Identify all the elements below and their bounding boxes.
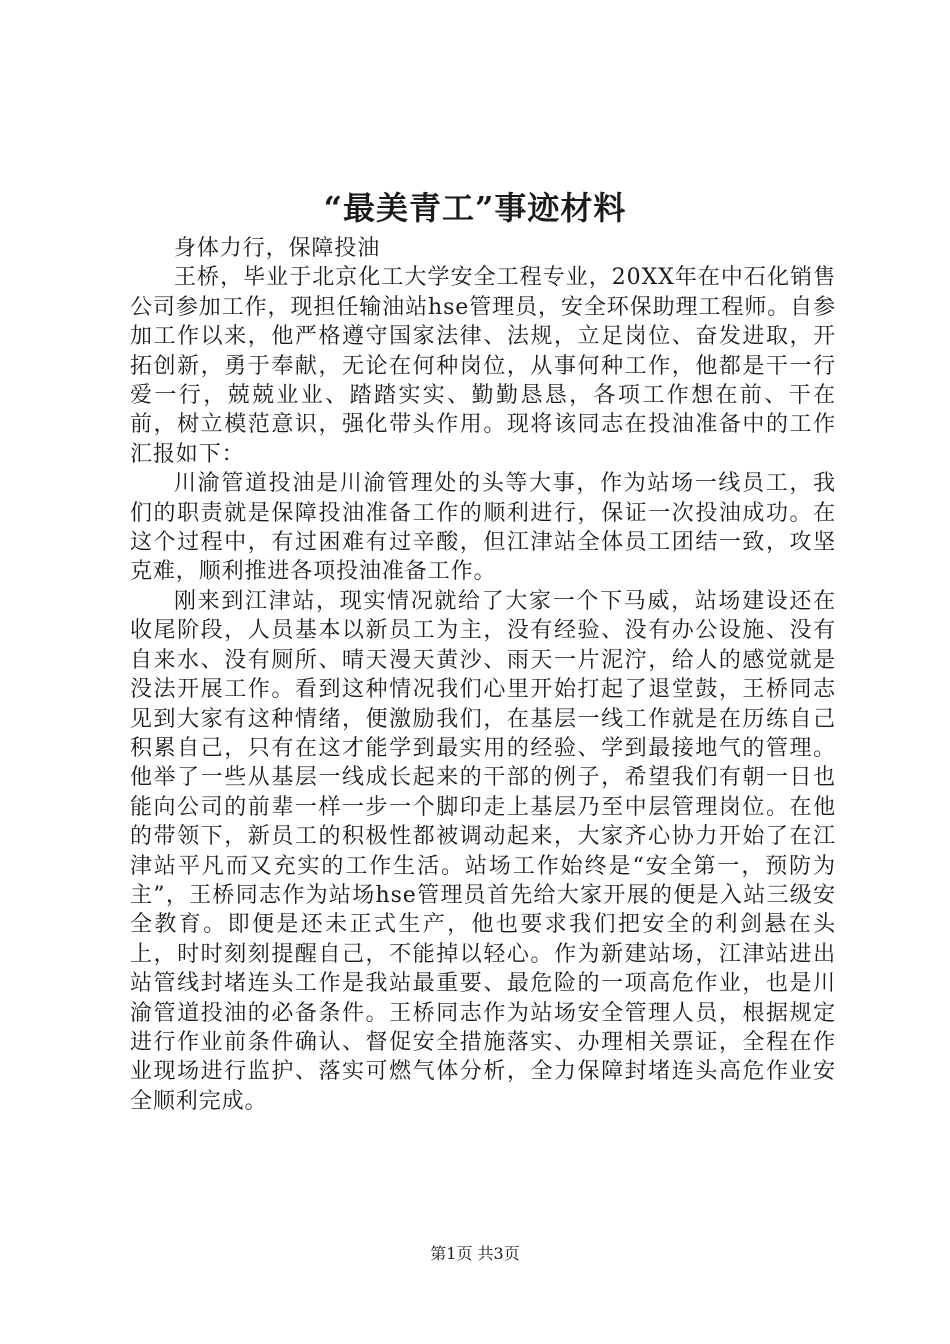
section-heading: 身体力行，保障投油 xyxy=(174,236,381,261)
paragraph: 刚来到江津站，现实情况就给了大家一个下马威，站场建设还在收尾阶段，人员基本以新员工为主，没有经验、没有办公设施、没有自来水、没有厕所、晴天漫天黄沙、雨天一片泥泞，给人的感觉就是没法开展工作。看到这种情况我们心里开始打起了退堂鼓，王桥同志见到大家有这种情绪，便激励我们，在基层一线工作就是在历练自己积累自己，只有在这才能学到最实用的经验、学到最接地气的管理。他举了一些从基层一线成长起来的干部的例子，希望我们有朝一日也能向公司的前辈一样一步一个脚印走上基层乃至中层管理岗位。在他的带领下，新员工的积极性都被调动起来，大家齐心协力开始了在江津站平凡而又充实的工作生活。站场工作始终是“安全第一，预防为主”，王桥同志作为站场hse管理员首先给大家开展的便是入站三级安全教育。即便是还未正式生产，他也要求我们把安全的利剑悬在头上，时时刻刻提醒自己，不能掉以轻心。作为新建站场，江津站进出站管线封堵连头工作是我站最重要、最危险的一项高危作业，也是川渝管道投油的必备条件。王桥同志作为站场安全管理人员，根据规定进行作业前条件确认、督促安全措施落实、办理相关票证，全程在作业现场进行监护、落实可燃气体分析，全力保障封堵连头高危作业安全顺利完成。 xyxy=(130,588,836,1114)
paragraph: 王桥，毕业于北京化工大学安全工程专业，20XX年在中石化销售公司参加工作，现担任输油站hse管理员，安全环保助理工程师。自参加工作以来，他严格遵守国家法律、法规，立足岗位、奋发进取，开拓创新，勇于奉献，无论在何种岗位，从事何种工作，他都是干一行爱一行，兢兢业业、踏踏实实、勤勤恳恳，各项工作想在前、干在前，树立模范意识，强化带头作用。现将该同志在投油准备中的工作汇报如下： xyxy=(130,265,836,467)
document-body xyxy=(130,234,836,1116)
document-title: “最美青工”事迹材料 xyxy=(323,189,627,227)
page-number-footer: 第1页 共3页 xyxy=(430,1244,520,1263)
paragraph: 川渝管道投油是川渝管理处的头等大事，作为站场一线员工，我们的职责就是保障投油准备工作的顺利进行，保证一次投油成功。在这个过程中，有过困难有过辛酸，但江津站全体员工团结一致，攻坚克难，顺利推进各项投油准备工作。 xyxy=(130,471,836,585)
